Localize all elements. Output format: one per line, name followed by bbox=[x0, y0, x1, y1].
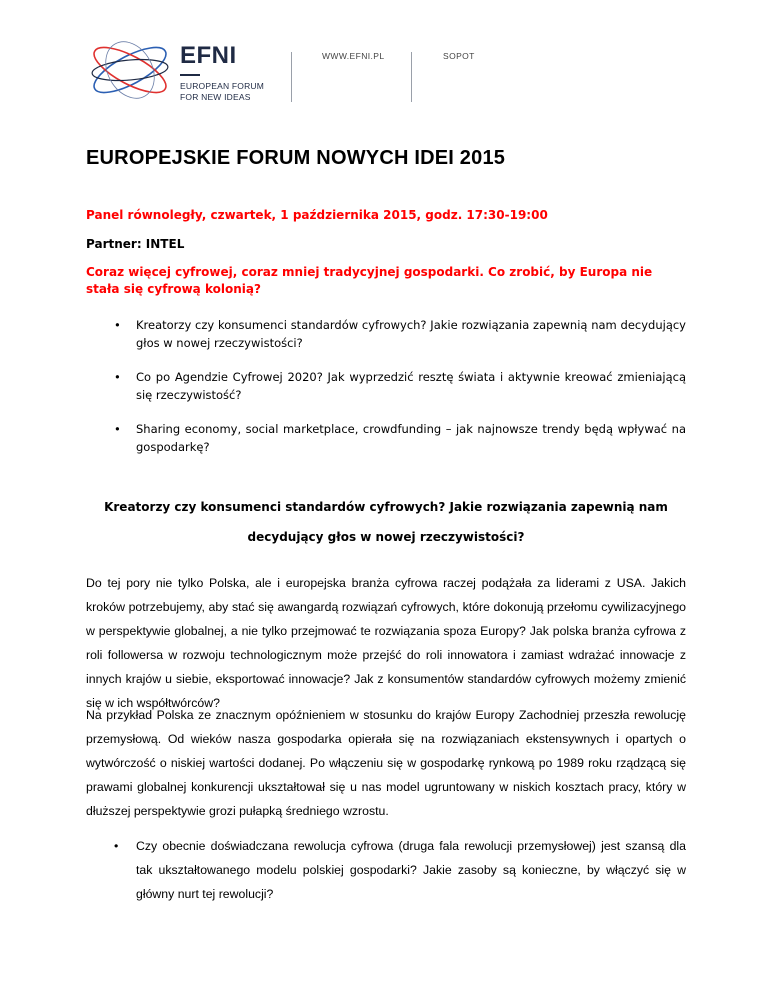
partner-label: Partner: INTEL bbox=[86, 237, 185, 251]
section-heading-line: Kreatorzy czy konsumenci standardów cyfrowych? Jakie rozwiązania zapewnią nam bbox=[104, 500, 668, 514]
location-label: SOPOT bbox=[443, 51, 475, 61]
body-paragraph: Do tej pory nie tylko Polska, ale i europejska branża cyfrowa raczej podążała za liderami z USA. Jakich kroków potrzebujemy, aby stać się awangardą rozwiązań cyfrowych, które dokonują przełomu cywilizacyjnego w perspektywie globalnej, a nie tylko przejmować te rozwiązania spoza Europy? Jak polska branża cyfrowa z roli followersa w rozwoju technologicznym może przejść do roli innowatora i zamiast wdrażać innowacje z innych krajów u siebie, eksportować innowacje? Jak z konsumentów standardów cyfrowych możemy zmienić się w ich współtwórców? bbox=[86, 576, 686, 710]
page-title: EUROPEJSKIE FORUM NOWYCH IDEI 2015 bbox=[86, 147, 506, 169]
tagline-line-1: EUROPEAN FORUM bbox=[180, 81, 265, 91]
body-paragraph: Na przykład Polska ze znacznym opóźnieniem w stosunku do krajów Europy Zachodniej przeszła rewolucję przemysłową. Od wieków nasza gospodarka opierała się na rozwiązaniach ekstensywnych i opartych o wytwórczość o niskiej wartości dodanej. Po włączeniu się w gospodarkę rynkową po 1989 roku rządzącą się prawami globalnej konkurencji ukształtował się u nas model ugruntowany w niskich kosztach pracy, który w dłuższej perspektywie grozi pułapką średniego wzrostu. bbox=[86, 708, 686, 818]
question-text: Sharing economy, social marketplace, crowdfunding – jak najnowsze trendy będą wpływać na gospodarkę? bbox=[136, 422, 686, 454]
list-item bbox=[86, 368, 686, 404]
website-link[interactable]: WWW.EFNI.PL bbox=[322, 51, 385, 61]
bullet-icon: • bbox=[114, 370, 121, 384]
question-text: Czy obecnie doświadczana rewolucja cyfrowa (druga fala rewolucji przemysłowej) jest szansą dla tak ukształtowanego modelu polskiej gospodarki? Jakie zasoby są konieczne, by włączyć się w główny nurt tej rewolucji? bbox=[136, 839, 686, 901]
question-list bbox=[86, 834, 686, 906]
logo-text bbox=[180, 44, 264, 103]
efni-logo-icon bbox=[86, 36, 174, 104]
brand-rule bbox=[180, 74, 200, 76]
brand-name: EFNI bbox=[180, 42, 237, 69]
session-info: Panel równoległy, czwartek, 1 października 2015, godz. 17:30-19:00 bbox=[86, 208, 548, 222]
question-text: Kreatorzy czy konsumenci standardów cyfrowych? Jakie rozwiązania zapewnią nam decydujący głos w nowej rzeczywistości? bbox=[136, 318, 686, 350]
section-heading-line: decydujący głos w nowej rzeczywistości? bbox=[247, 530, 525, 544]
bullet-icon: • bbox=[114, 839, 119, 853]
question-list bbox=[86, 316, 686, 472]
header-divider bbox=[411, 52, 412, 102]
question-text: Co po Agendzie Cyfrowej 2020? Jak wyprzedzić resztę świata i aktywnie kreować zmieniającą się rzeczywistość? bbox=[136, 370, 686, 402]
list-item bbox=[86, 420, 686, 456]
list-item bbox=[86, 834, 686, 906]
panel-topic: Coraz więcej cyfrowej, coraz mniej tradycyjnej gospodarki. Co zrobić, by Europa nie stała się cyfrową kolonią? bbox=[86, 265, 653, 296]
list-item bbox=[86, 316, 686, 352]
bullet-icon: • bbox=[114, 318, 121, 332]
section-heading bbox=[86, 492, 686, 552]
tagline-line-2: FOR NEW IDEAS bbox=[180, 92, 251, 102]
header-divider bbox=[291, 52, 292, 102]
bullet-icon: • bbox=[114, 422, 121, 436]
